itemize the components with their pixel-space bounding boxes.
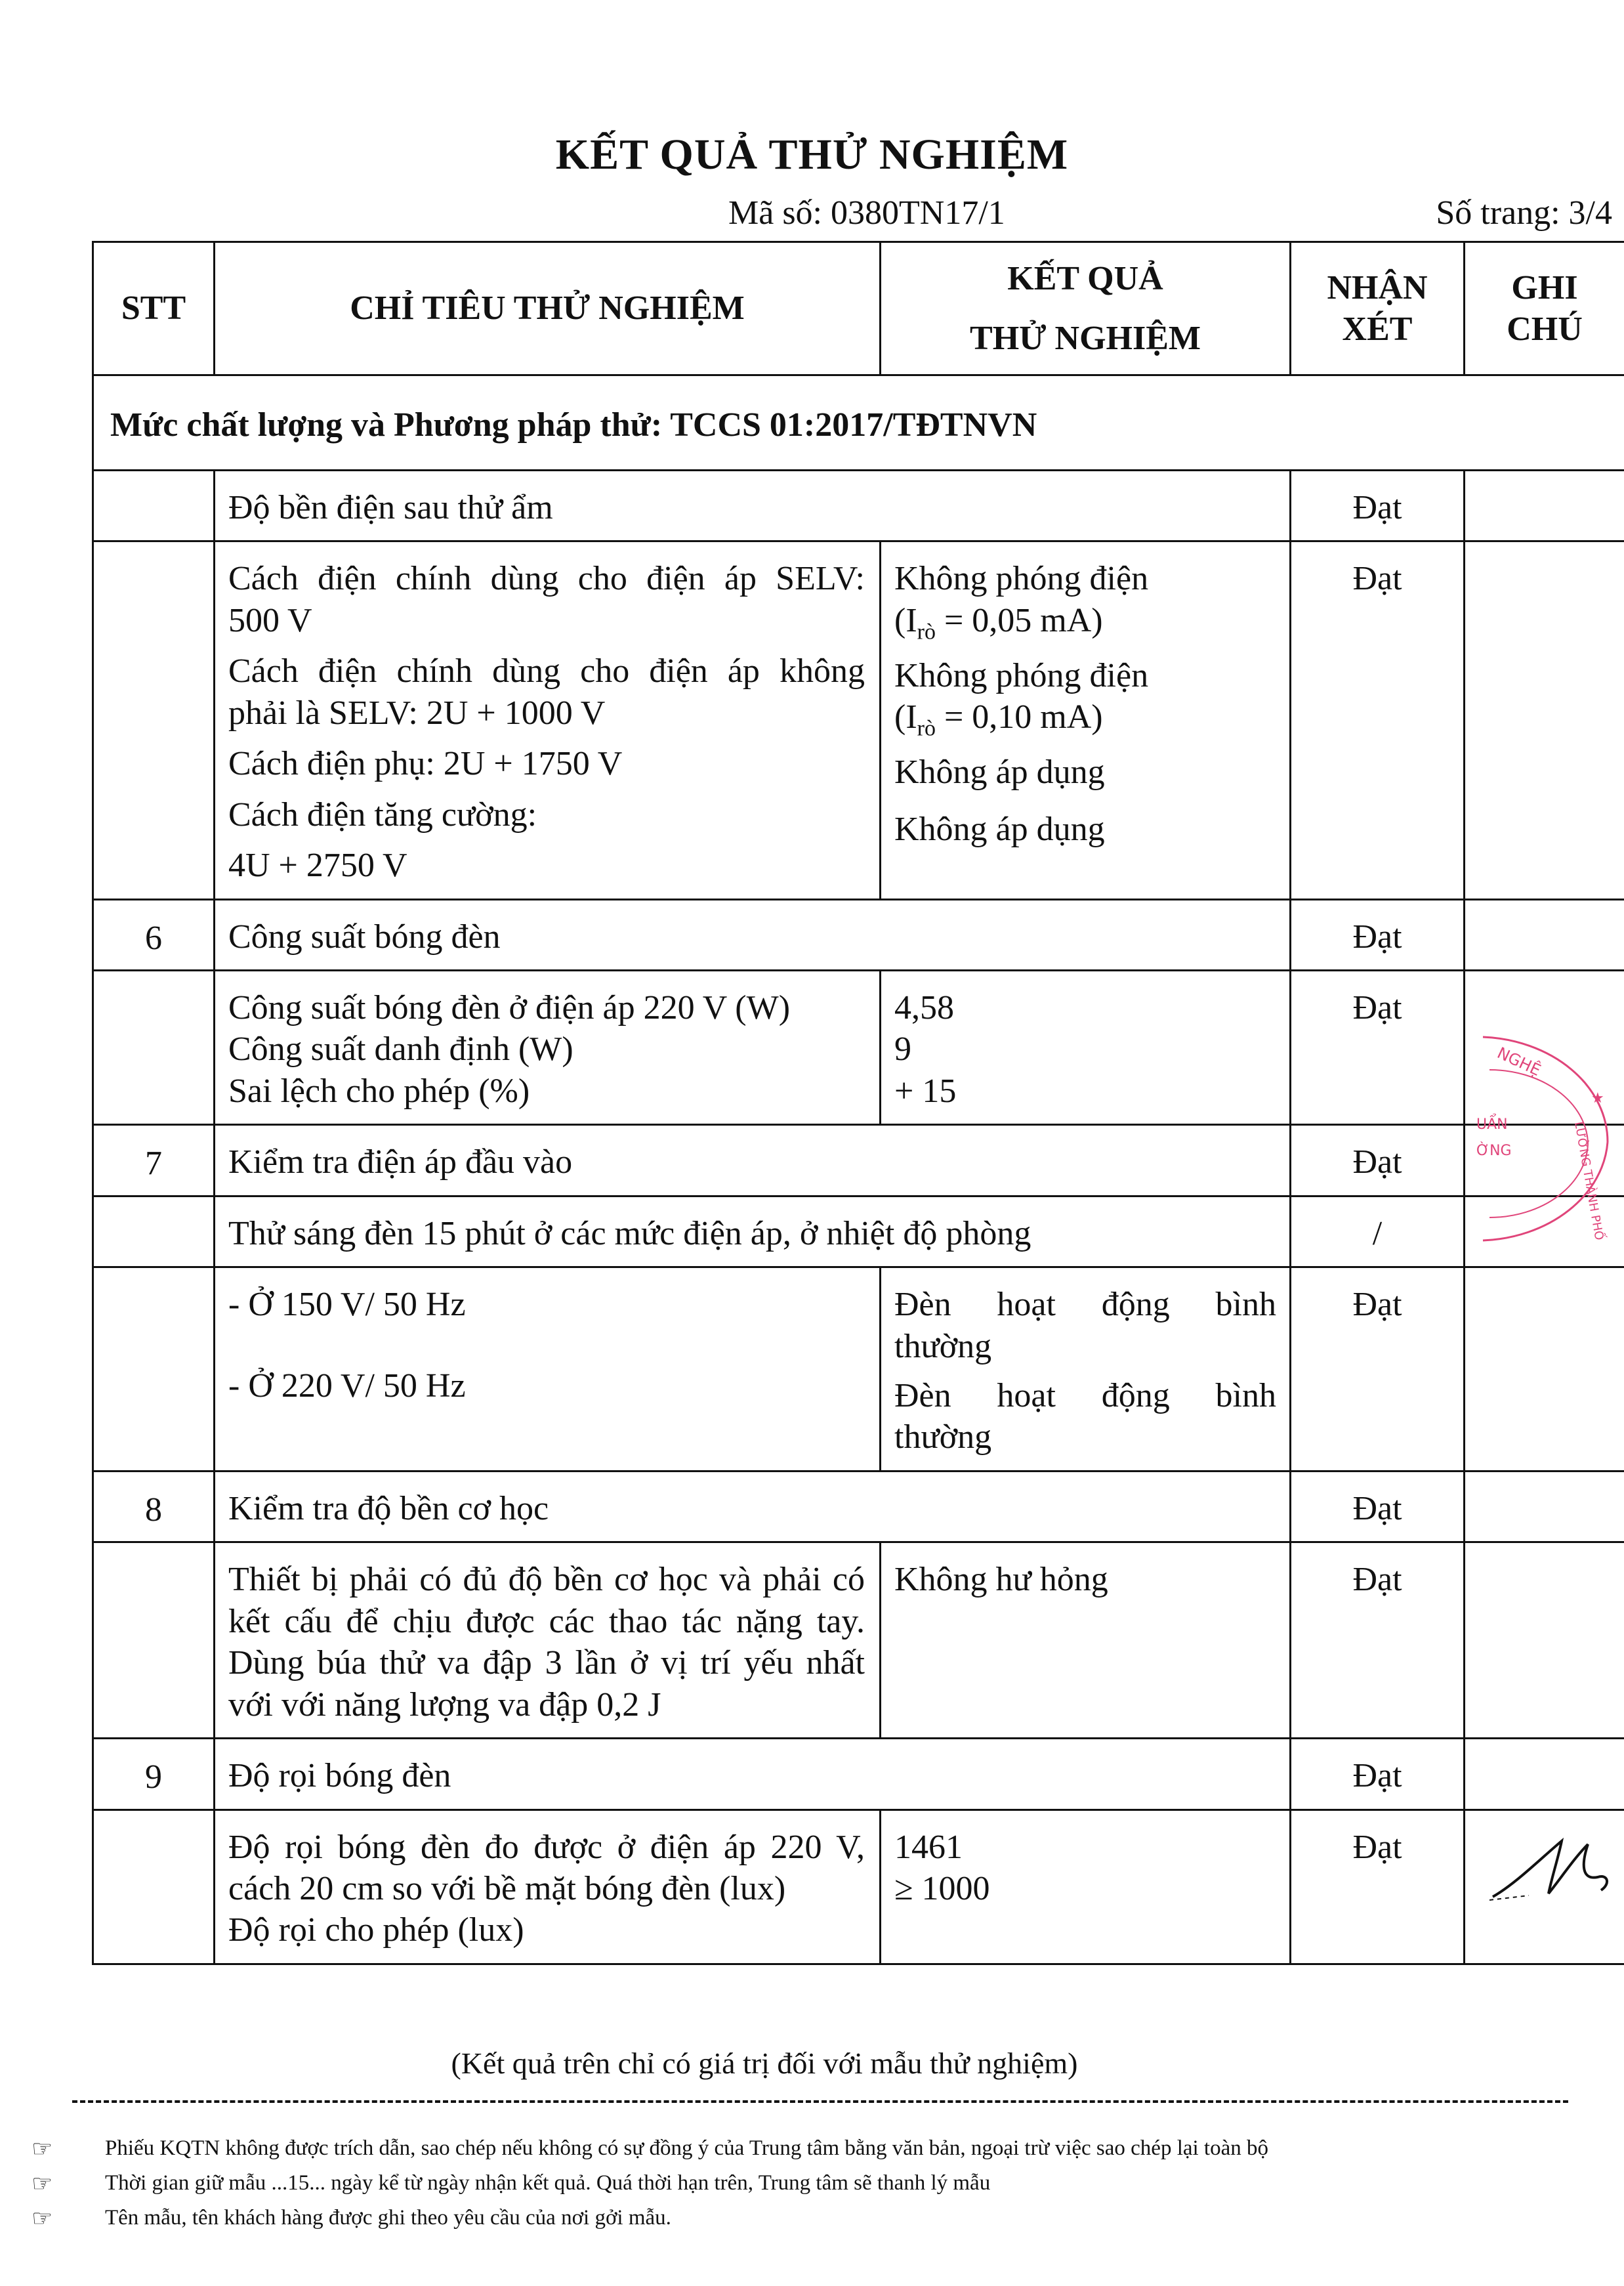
row-note (1465, 1471, 1624, 1542)
result-line: Không phóng điện (894, 656, 1149, 694)
page-number: Số trang: 3/4 (1436, 194, 1612, 232)
table-header-row (93, 242, 1624, 375)
hand-pointer-icon: ☞ (31, 2205, 53, 2232)
row-remark: Đạt (1291, 1125, 1465, 1196)
criteria-line: với với năng lượng va đập 0,2 J (228, 1685, 661, 1724)
criteria-line: 500 V (228, 601, 312, 639)
row-remark: Đạt (1291, 1810, 1465, 1964)
svg-text:UẨN: UẨN (1476, 1116, 1508, 1133)
row-stt: 7 (93, 1125, 215, 1196)
row-result (881, 1810, 1291, 1964)
row-remark: Đạt (1291, 1542, 1465, 1739)
criteria-line: Công suất danh định (W) (228, 1030, 573, 1069)
criteria-line: Cách điện chính dùng cho điện áp SELV: (228, 560, 865, 598)
criteria-line: Độ rọi bóng đèn đo được ở điện áp 220 V, (228, 1828, 865, 1866)
row-note (1465, 1739, 1624, 1810)
document-code: Mã số: 0380TN17/1 (728, 194, 1005, 232)
header-remark (1291, 242, 1465, 375)
footer-line-2 (31, 2170, 991, 2197)
row-note (1465, 1542, 1624, 1739)
result-line: Đèn hoạt động bình (894, 1286, 1276, 1324)
table-body (93, 471, 1624, 1964)
row-note (1465, 899, 1624, 970)
row-criteria (215, 471, 1291, 541)
hand-pointer-icon: ☞ (31, 2136, 53, 2162)
criteria-line: Công suất bóng đèn (228, 918, 501, 956)
footer-text-1: Phiếu KQTN không được trích dẫn, sao chép nếu không có sự đồng ý của Trung tâm bằng văn bản, ngoại trừ việc sao chép lại toàn bộ (105, 2136, 1268, 2160)
footer-line-3 (31, 2205, 671, 2232)
header-remark-line1: NHẬN (1327, 268, 1428, 307)
result-line: ($I_{rò} = 0,05$ mA) (894, 601, 1103, 645)
result-line: Không áp dụng (894, 811, 1105, 849)
header-note (1465, 242, 1624, 375)
criteria-line: Dùng búa thử va đập 3 lần ở vị trí yếu nhất (228, 1644, 865, 1682)
header-criteria: CHỈ TIÊU THỬ NGHIỆM (215, 242, 881, 375)
header-stt: STT (93, 242, 215, 375)
table-row (93, 1196, 1624, 1267)
row-criteria (215, 1196, 1291, 1267)
criteria-line: Cách điện chính dùng cho điện áp không (228, 652, 865, 690)
result-line: 1461 (894, 1828, 963, 1866)
row-criteria (215, 1542, 881, 1739)
criteria-line: phải là SELV: 2U + 1000 V (228, 694, 606, 732)
row-stt: 8 (93, 1471, 215, 1542)
criteria-line: Độ rọi cho phép (lux) (228, 1911, 524, 1949)
table-row (93, 541, 1624, 899)
row-criteria (215, 1810, 881, 1964)
result-line: ≥ 1000 (894, 1869, 990, 1907)
row-criteria (215, 541, 881, 899)
row-criteria (215, 970, 881, 1124)
row-remark: / (1291, 1196, 1465, 1267)
row-remark: Đạt (1291, 1739, 1465, 1810)
page-title: KẾT QUẢ THỬ NGHIỆM (555, 131, 1069, 179)
row-stt: 6 (93, 899, 215, 970)
criteria-line: Kiểm tra điện áp đầu vào (228, 1143, 573, 1181)
row-note (1465, 471, 1624, 541)
result-line: Không phóng điện (894, 560, 1149, 598)
standard-label: Mức chất lượng và Phương pháp thử: TCCS 01:2017/TĐTNVN (93, 375, 1624, 471)
row-remark: Đạt (1291, 1267, 1465, 1471)
criteria-line: Sai lệch cho phép (%) (228, 1072, 530, 1110)
header-note-line2: CHÚ (1507, 310, 1583, 348)
row-result (881, 1542, 1291, 1739)
criteria-line: Độ bền điện sau thử ẩm (228, 489, 553, 526)
row-remark: Đạt (1291, 970, 1465, 1124)
result-line: thường (894, 1327, 992, 1365)
results-table (92, 241, 1624, 1965)
header-result-line2: THỬ NGHIỆM (970, 320, 1201, 357)
result-line: 9 (894, 1030, 911, 1069)
result-line: 4,58 (894, 988, 954, 1027)
svg-text:ỜNG: ỜNG (1476, 1143, 1512, 1159)
criteria-line: 4U + 2750 V (228, 847, 407, 885)
table-row (93, 471, 1624, 541)
criteria-line: Độ rọi bóng đèn (228, 1757, 451, 1795)
row-stt (93, 1196, 215, 1267)
footer-text-2: Thời gian giữ mẫu ...15... ngày kể từ ngày nhận kết quả. Quá thời hạn trên, Trung tâm sẽ thanh lý mẫu (105, 2171, 991, 2195)
stamp-seal (1470, 1030, 1614, 1247)
row-remark: Đạt (1291, 899, 1465, 970)
table-row (93, 1267, 1624, 1471)
row-criteria (215, 899, 1291, 970)
table-row (93, 970, 1624, 1124)
criteria-line: Thiết bị phải có đủ độ bền cơ học và phải có (228, 1561, 865, 1599)
header-remark-line2: XÉT (1342, 310, 1413, 348)
criteria-line: Kiểm tra độ bền cơ học (228, 1489, 549, 1527)
criteria-line: - Ở 220 V/ 50 Hz (228, 1366, 466, 1405)
criteria-line: Công suất bóng đèn ở điện áp 220 V (W) (228, 988, 791, 1027)
row-criteria (215, 1471, 1291, 1542)
header-result-line1: KẾT QUẢ (1007, 259, 1163, 297)
footer-text-3: Tên mẫu, tên khách hàng được ghi theo yêu cầu của nơi gởi mẫu. (105, 2206, 671, 2230)
result-line: ($I_{rò} = 0,10$ mA) (894, 698, 1103, 741)
standard-row (93, 375, 1624, 471)
result-line: + 15 (894, 1072, 957, 1110)
row-remark: Đạt (1291, 471, 1465, 541)
row-stt (93, 471, 215, 541)
footer-line-1 (31, 2136, 1268, 2162)
svg-text:LƯỜNG THÀNH PHỐ: LƯỜNG THÀNH PHỐ (1572, 1120, 1606, 1242)
row-criteria (215, 1267, 881, 1471)
row-stt: 9 (93, 1739, 215, 1810)
row-result (881, 970, 1291, 1124)
row-stt (93, 1542, 215, 1739)
row-remark: Đạt (1291, 541, 1465, 899)
row-remark: Đạt (1291, 1471, 1465, 1542)
criteria-line: Thử sáng đèn 15 phút ở các mức điện áp, ở nhiệt độ phòng (228, 1214, 1031, 1252)
criteria-line: Cách điện tăng cường: (228, 795, 537, 834)
table-row (93, 1471, 1624, 1542)
result-line: Không hư hỏng (894, 1561, 1108, 1599)
row-stt (93, 970, 215, 1124)
criteria-line: Cách điện phụ: 2U + 1750 V (228, 745, 623, 783)
header-note-line1: GHI (1511, 268, 1578, 307)
row-stt (93, 541, 215, 899)
row-result (881, 541, 1291, 899)
validity-note: (Kết quả trên chỉ có giá trị đối với mẫu thử nghiệm) (451, 2046, 1078, 2080)
header-result (881, 242, 1291, 375)
table-row (93, 1125, 1624, 1196)
table-row (93, 1542, 1624, 1739)
criteria-line: cách 20 cm so với bề mặt bóng đèn (lux) (228, 1869, 786, 1907)
row-criteria (215, 1739, 1291, 1810)
result-line: Đèn hoạt động bình (894, 1377, 1276, 1414)
row-result (881, 1267, 1291, 1471)
criteria-line: kết cấu để chịu được các thao tác nặng tay. (228, 1602, 865, 1640)
svg-text:★: ★ (1591, 1090, 1604, 1107)
svg-text:NGHỆ: NGHỆ (1494, 1044, 1544, 1080)
table-row (93, 899, 1624, 970)
hand-pointer-icon: ☞ (31, 2170, 53, 2197)
row-criteria (215, 1125, 1291, 1196)
row-note (1465, 541, 1624, 899)
criteria-line: - Ở 150 V/ 50 Hz (228, 1286, 466, 1324)
result-line: Không áp dụng (894, 753, 1105, 792)
row-stt (93, 1810, 215, 1964)
row-note (1465, 1267, 1624, 1471)
footer-divider (72, 2100, 1568, 2103)
signature (1489, 1831, 1621, 1903)
row-stt (93, 1267, 215, 1471)
table-row (93, 1739, 1624, 1810)
result-line: thường (894, 1418, 992, 1456)
table-row (93, 1810, 1624, 1964)
